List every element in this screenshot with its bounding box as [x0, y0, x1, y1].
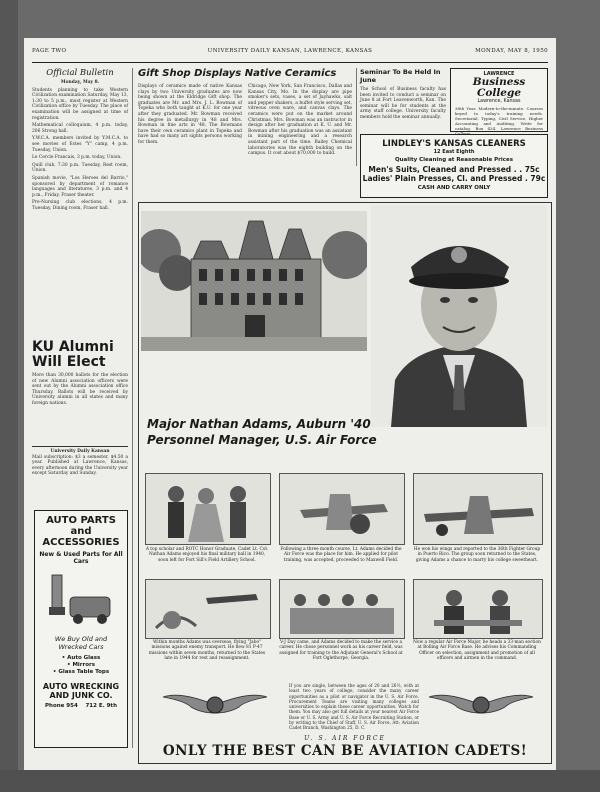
alumni-body: More than 30,000 ballots for the election of new Alumni association officers were sent out by the Alumni association office Thursday. Ballots will be received by University alumni in all states and many foreign nations. [32, 373, 128, 406]
bulletin-item: Y.W.C.A. members invited by Y.M.C.A. to see movies of Estes "Y" camp, 4 p.m. Tuesday, Union. [32, 136, 128, 153]
bulletin-item: Spanish movie, "Los Heroes del Barrio," sponsored by department of romance languages and literatures, 3 p.m. and 4 p.m., Friday, Fraser theater. [32, 175, 128, 198]
alumni-headline: KU Alumni Will Elect [32, 339, 114, 370]
panel-caption: Now a regular Air Force Major, he heads a 33-man section at Bolling Air Force Base. He advises his Commanding Officer on selection, assignment and promotion of all officers and airmen in the command. [413, 640, 541, 661]
recruit-text: If you are single, between the ages of 20 and 26½, with at least two years of college, consider the many career opportunities as a pilot or navigator in the U. S. Air Force. Procurement Teams are visiting many colleges and universities to explain these career opportunities. Watch for them. You may also get full details at your nearest Air Force Base or U. S. Army and U. S. Air Force Recruiting Station, or by writing to the Chief of Staff, U. S. Air Force, Att: Aviation Cadet Branch, Washington 25, D. C. [289, 683, 419, 731]
officer-portrait [371, 205, 547, 427]
seminar-body: The School of Business faculty has been invited to conduct a seminar on June 8 at Fort Leavenworth, Kan. The seminar will be for students at the army staff college. University faculty members hold the seminar annually. [360, 87, 446, 120]
panel-caption: A top scholar and ROTC Honor Graduate, Cadet Lt. Col. Nathan Adams enjoyed his final military ball in 1940, soon left for Fort Sill's Field Artillery School. [145, 547, 269, 563]
auto-ad-title: AUTO PARTS and ACCESSORIES [42, 515, 120, 548]
story-panel [145, 579, 271, 639]
story-panel [145, 473, 271, 545]
auto-ad-feature: • Mirrors [67, 662, 95, 668]
header-rule [32, 62, 548, 63]
auto-ad-subtitle: New & Used Parts for All Cars [39, 551, 123, 565]
story-panel [279, 579, 405, 639]
bulletin-item: Le Cercle Francais, 3 p.m. today, Union. [32, 155, 122, 161]
gift-shop-body [138, 84, 352, 157]
seminar-article [360, 68, 446, 121]
pilot-wings-left [161, 687, 269, 723]
page-header [32, 48, 548, 60]
masthead-title: University Daily Kansan [32, 446, 128, 455]
training-plane-illustration [280, 474, 404, 544]
cleaners-price-men: Men's Suits, Cleaned and Pressed . . 75c [368, 165, 540, 174]
college-place: Lawrence, Kansas [477, 99, 521, 104]
feature-label: Glass Table Tops [58, 669, 110, 675]
footer-big: ONLY THE BEST CAN BE AVIATION CADETS! [162, 743, 528, 759]
masthead-box [32, 446, 128, 477]
footer-small: U. S. AIR FORCE [304, 735, 386, 742]
story-panel [413, 473, 543, 545]
bulletin-item: Pre-Nursing club elections, 4 p.m. Tuesday, Dining room, Fraser hall. [32, 200, 128, 211]
scan-bottom-edge [0, 770, 600, 792]
seminar-headline: Seminar To Be Held In June [360, 68, 441, 84]
air-force-ad [138, 202, 552, 764]
classroom-illustration [280, 580, 404, 638]
story-panel [279, 473, 405, 545]
panel-caption: Within months Adams was overseas, flying "Jabo" missions against enemy transport. He flew 81 P-47 missions within seven months, returned to the States late in 1944 for rest and reassignment. [148, 640, 266, 661]
newspaper-page [24, 38, 556, 770]
office-illustration [414, 580, 542, 638]
paper-name: UNIVERSITY DAILY KANSAN, LAWRENCE, KANSAS [207, 48, 373, 54]
gift-shop-col1: Displays of ceramics made of native Kansas clays by two University graduates are now being shown at the Eldridge Gift shop. The graduates are Mr. and Mrs. J. L. Bowman of Topeka who both taught at K.U. for one year after they graduated. Mr. Bowman received his degree in metallurgy in '48 and Mrs. Bowman in fine arts in '48. The Bowmans have their own ceramics plant in Topeka and have had so many art sights persons working for them. [138, 84, 242, 145]
story-panel [413, 579, 543, 639]
fighter-plane-illustration [414, 474, 542, 544]
feature-label: Auto Glass [67, 655, 101, 661]
panel-caption: V-J Day came, and Adams decided to make the service a career. He chose personnel work as his career field, was assigned for training to the Adjutant General's School at Fort Oglethorpe, Georgia. [279, 640, 403, 661]
cleaners-terms: CASH AND CARRY ONLY [417, 185, 491, 191]
column-rule [132, 68, 133, 748]
college-name: Business College [472, 76, 526, 99]
panel-caption: Following a three month course, Lt. Adams decided the Air Force was the place for him. He applied for pilot training, was accepted, proceeded to Maxwell Field. [280, 547, 402, 563]
auto-ad-company: AUTO WRECKING AND JUNK CO. [42, 682, 120, 700]
spark-plug-illustration [46, 569, 116, 629]
bulletin-item: Students planning to take Western Civilization examination Saturday, May 13, 1:30 to 5 p.m., must register at Western Civilization office by Tuesday. The place of examination will be assigned at time of registration. [32, 87, 128, 121]
cleaners-tagline: Quality Cleaning at Reasonable Prices [394, 157, 514, 163]
ad-title-line2: Personnel Manager, U.S. Air Force [147, 433, 377, 447]
cleaners-ad [360, 134, 548, 198]
pilot-wings-right [427, 687, 535, 723]
scan-left-edge [0, 0, 18, 792]
bulletin-date: Monday, May 8. [60, 80, 100, 85]
column-rule [356, 68, 357, 166]
campus-building-illustration [141, 211, 367, 351]
auto-ad-feature: • Auto Glass [61, 655, 101, 661]
auto-ad-feature: • Glass Table Tops [52, 669, 110, 675]
college-city: LAWRENCE [483, 71, 515, 77]
bulletin-title: Official Bulletin [46, 68, 114, 78]
business-college-ad [450, 68, 548, 132]
page-number: PAGE TWO [32, 48, 67, 54]
feature-label: Mirrors [72, 662, 95, 668]
panel-caption: He won his wings and reported to the 36th Fighter Group in Puerto Rico. The group soon returned to the States, giving Adams a chance to marry his college sweetheart. [413, 547, 541, 563]
masthead-body: Mail subscription: $3 a semester, $4.50 a year. Published at Lawrence, Kansas, every afternoon during the University year except Saturday and Sunday. [32, 454, 128, 477]
cleaners-price-ladies: Ladies' Plain Presses, Cl. and Pressed . 79c [362, 174, 546, 183]
bulletin-item: Quill club, 7:30 p.m. Tuesday, Rest room, Union. [32, 162, 128, 174]
auto-ad-phone: Phone 954 [45, 703, 78, 709]
alumni-article [32, 340, 128, 407]
cleaners-address: 12 East Eighth [433, 149, 475, 155]
gift-shop-article [138, 68, 352, 157]
gift-shop-col2: Chicago, New York, San Francisco, Dallas and Kansas City, Mo. In the display are pipe smoker's sets, vases, a set of Jayhawks, salt and pepper shakers, a buffet style serving set, vitreous oven ware, and canvas clays. The ceramics were put on the market around Christmas. Mrs. Bowman was an instructor in design after her graduation at K. U. and Mr. Bowman after his graduation was an assistant in mining engineering and a research assistant part of the time. Bailey Chemical laboratories was the eighth building on the campus. It cost about $70,000 to build. [248, 84, 352, 157]
military-ball-illustration [146, 474, 270, 544]
issue-date: MONDAY, MAY 8, 1950 [475, 48, 548, 54]
cleaners-name: LINDLEY'S KANSAS CLEANERS [382, 139, 526, 149]
auto-ad-buy: We Buy Old and Wrecked Cars [54, 635, 108, 651]
auto-parts-ad [34, 510, 128, 748]
gift-shop-headline: Gift Shop Displays Native Ceramics [138, 68, 337, 79]
combat-mission-illustration [146, 580, 270, 638]
ad-title-line1: Major Nathan Adams, Auburn '40 [147, 417, 371, 431]
auto-ad-contact [35, 703, 127, 709]
auto-ad-address: 712 E. 9th [85, 703, 117, 709]
left-column [32, 68, 128, 211]
college-body: 38th Year. Modern-to-the-minute. Courses keyed to today's training needs. Secretarial, Typing, Civil Service, Higher Accounting and Auditing. Write for catalog. Box 434. Lawrence Business [455, 106, 543, 131]
bulletin-item: Mathematical colloquium, 4 p.m. today, 206 Strong hall. [32, 123, 128, 134]
